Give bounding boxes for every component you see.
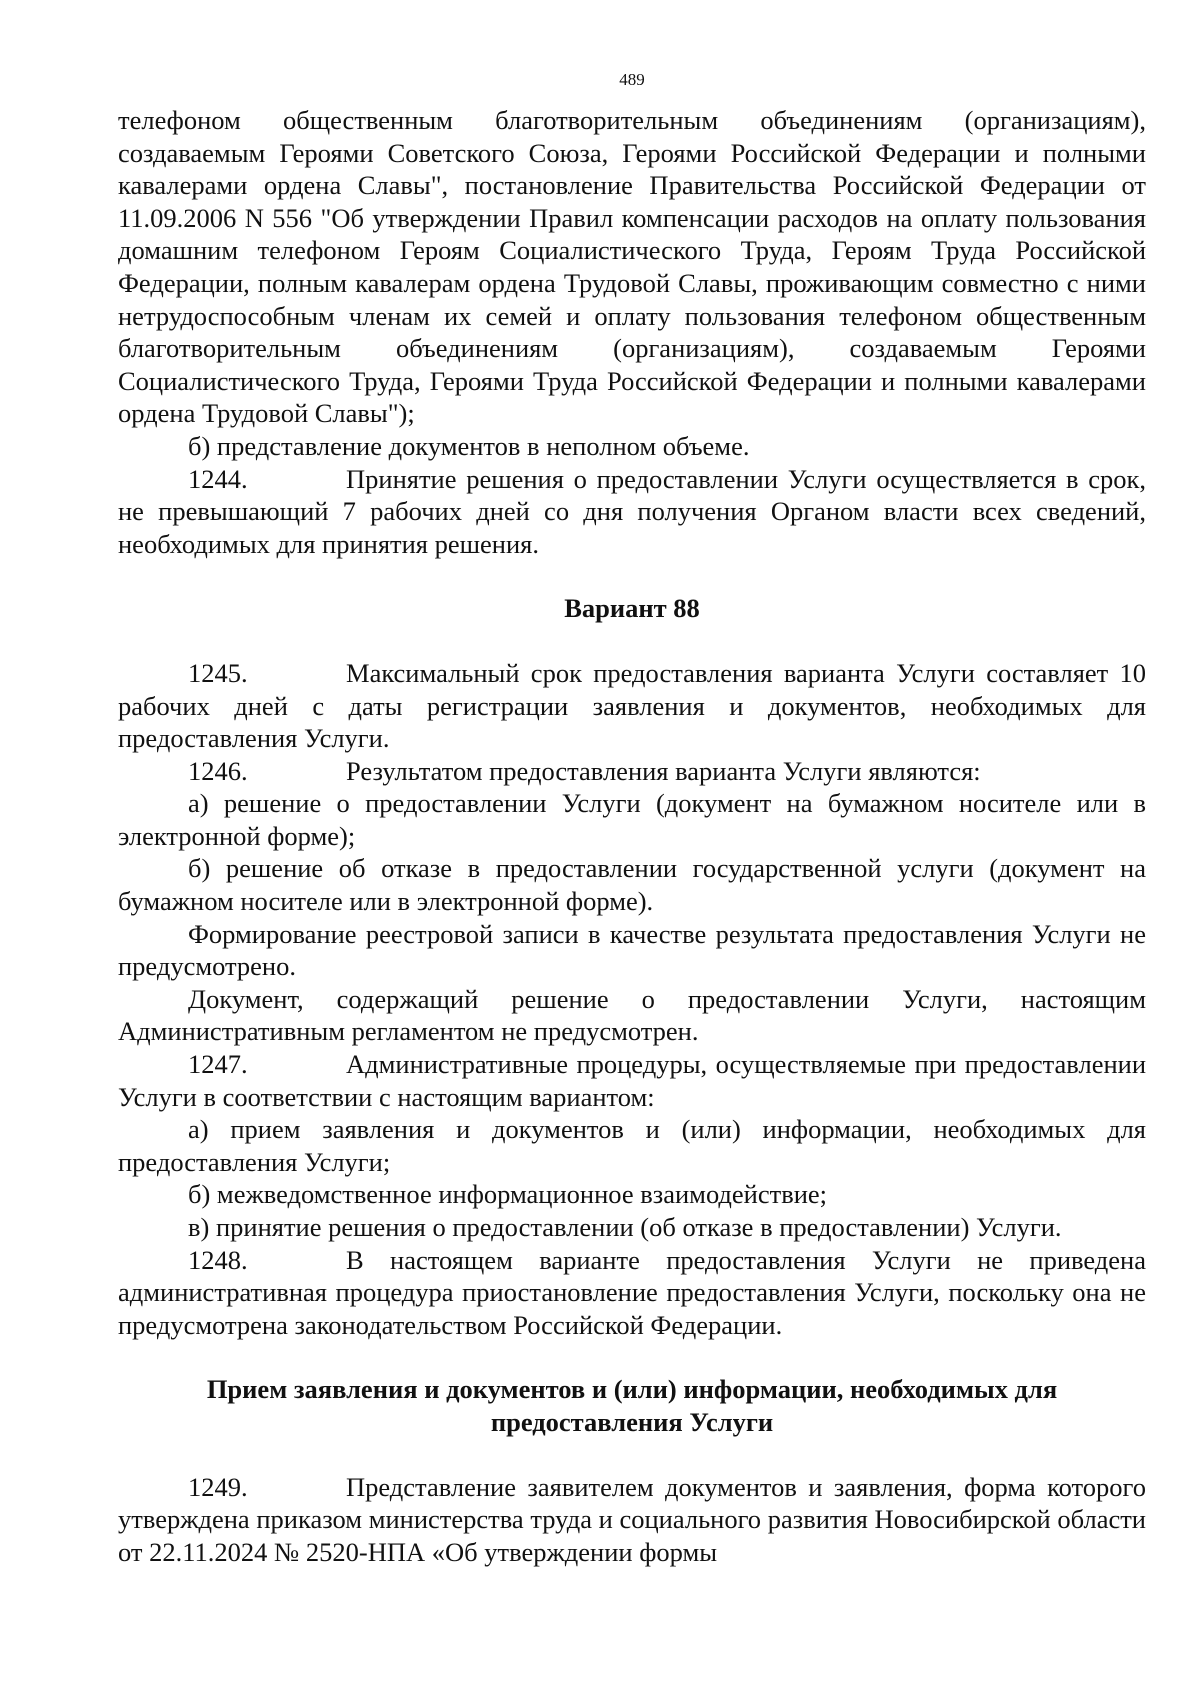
paragraph-text: Административные процедуры, осуществляемые при предоставлении Услуги в соответствии с настоящим вариантом: [118, 1049, 1146, 1112]
paragraph-number: 1249. [188, 1471, 248, 1502]
paragraph-number: 1244. [188, 463, 248, 494]
paragraph-registry: Формирование реестровой записи в качестве результата предоставления Услуги не предусмотрено. [118, 918, 1146, 982]
paragraph-text: Принятие решения о предоставлении Услуги осуществляется в срок, не превышающий 7 рабочих дней со дня получения Органом власти всех сведений, необходимых для принятия решения. [118, 463, 1146, 559]
paragraph-1247-a: а) прием заявления и документов и (или) информации, необходимых для предоставления Услуги; [118, 1114, 1146, 1177]
paragraph-1247-c: в) принятие решения о предоставлении (об отказе в предоставлении) Услуги. [188, 1212, 1062, 1242]
paragraph-text: Представление заявителем документов и заявления, форма которого утверждена приказом министерства труда и социального развития Новосибирской области от 22.11.2024 № 2520-НПА «Об утверждении формы [118, 1471, 1146, 1567]
paragraph-1244 [118, 463, 1146, 561]
paragraph-document: Документ, содержащий решение о предоставлении Услуги, настоящим Административным регламентом не предусмотрен. [118, 983, 1146, 1047]
paragraph-item-b: б) представление документов в неполном объеме. [188, 430, 750, 461]
paragraph-1247-b: б) межведомственное информационное взаимодействие; [188, 1179, 828, 1210]
paragraph-number: 1246. [188, 755, 248, 786]
paragraph-1246-b: б) решение об отказе в предоставлении государственной услуги (документ на бумажном носителе или в электронной форме). [118, 853, 1146, 917]
paragraph-number: 1247. [188, 1049, 248, 1080]
paragraph-number: 1245. [188, 657, 248, 688]
paragraph-text: Максимальный срок предоставления варианта Услуги составляет 10 рабочих дней с даты регистрации заявления и документов, необходимых для предоставления Услуги. [118, 657, 1146, 754]
heading-variant: Вариант 88 [564, 593, 700, 624]
page-number: 489 [619, 70, 645, 89]
paragraph-1247 [118, 1048, 1146, 1113]
paragraph-text: В настоящем варианте предоставления Услуги не приведена административная процедура приостановление предоставления Услуги, поскольку она не предусмотрена законодательством Российской Федерации. [118, 1244, 1146, 1340]
paragraph-text: Результатом предоставления варианта Услуги являются: [346, 755, 981, 786]
paragraph-1246-a: а) решение о предоставлении Услуги (документ на бумажном носителе или в электронной форме); [118, 788, 1146, 851]
document-page [118, 70, 1146, 1568]
paragraph-number: 1248. [188, 1244, 248, 1275]
paragraph-1249 [118, 1471, 1146, 1569]
paragraph-1245 [118, 657, 1146, 755]
paragraph-1248 [118, 1244, 1146, 1342]
heading-reception: Прием заявления и документов и (или) информации, необходимых для предоставления Услуги [206, 1374, 1058, 1437]
paragraph-intro: телефоном общественным благотворительным объединениям (организациям), создаваемым Героями Советского Союза, Героями Российской Федерации и полными кавалерами ордена Славы", постановление Правительства Российской Федерации от 11.09.2006 N 556 "Об утверждении Правил компенсации расходов на оплату пользования домашним телефоном Героям Социалистического Труда, Героям Труда Российской Федерации, полным кавалерам ордена Трудовой Славы, проживающим совместно с ними нетрудоспособным членам их семей и оплату пользования телефоном общественным благотворительным объединениям (организациям), создаваемым Героями Социалистического Труда, Героями Труда Российской Федерации и полными кавалерами ордена Трудовой Славы"); [118, 105, 1146, 429]
paragraph-1246 [118, 755, 1146, 788]
